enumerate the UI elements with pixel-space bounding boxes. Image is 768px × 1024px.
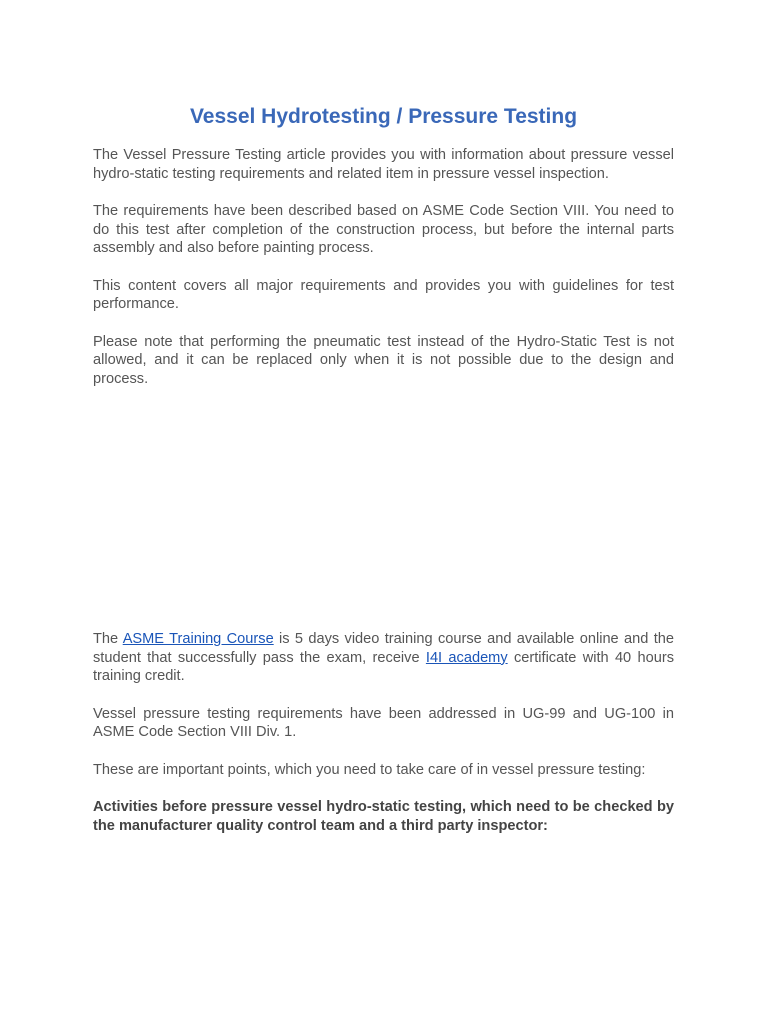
course-suffix: certificate with 40 hours training credit. bbox=[93, 649, 674, 684]
pneumatic-paragraph: Please note that performing the pneumatic test instead of the Hydro-Static Test is not allowed, and it can be replaced only when it is not possible due to the design and process. bbox=[93, 333, 674, 387]
course-prefix: The bbox=[93, 631, 123, 647]
ug-paragraph: Vessel pressure testing requirements have been addressed in UG-99 and UG-100 in ASME Code Section VIII Div. 1. bbox=[93, 705, 674, 740]
coverage-paragraph: This content covers all major requirements and provides you with guidelines for test performance. bbox=[93, 277, 674, 312]
points-paragraph: These are important points, which you need to take care of in vessel pressure testing: bbox=[93, 761, 646, 778]
requirements-paragraph: The requirements have been described based on ASME Code Section VIII. You need to do this test after completion of the construction process, but before the internal parts assembly and also before painting process. bbox=[93, 203, 674, 256]
intro-paragraph: The Vessel Pressure Testing article provides you with information about pressure vessel hydro-static testing requirements and related item in pressure vessel inspection. bbox=[93, 147, 674, 182]
page-title: Vessel Hydrotesting / Pressure Testing bbox=[189, 105, 578, 128]
activities-heading: Activities before pressure vessel hydro-static testing, which need to be checked by the manufacturer quality control team and a third party inspector: bbox=[93, 799, 674, 834]
i4i-academy-link[interactable]: I4I academy bbox=[425, 649, 508, 666]
asme-training-course-link[interactable]: ASME Training Course bbox=[122, 631, 274, 647]
course-paragraph bbox=[93, 630, 674, 686]
blank-space bbox=[93, 407, 674, 630]
course-middle: is 5 days video training course and available online and the student that successfully pass the exam, receive bbox=[93, 631, 674, 666]
